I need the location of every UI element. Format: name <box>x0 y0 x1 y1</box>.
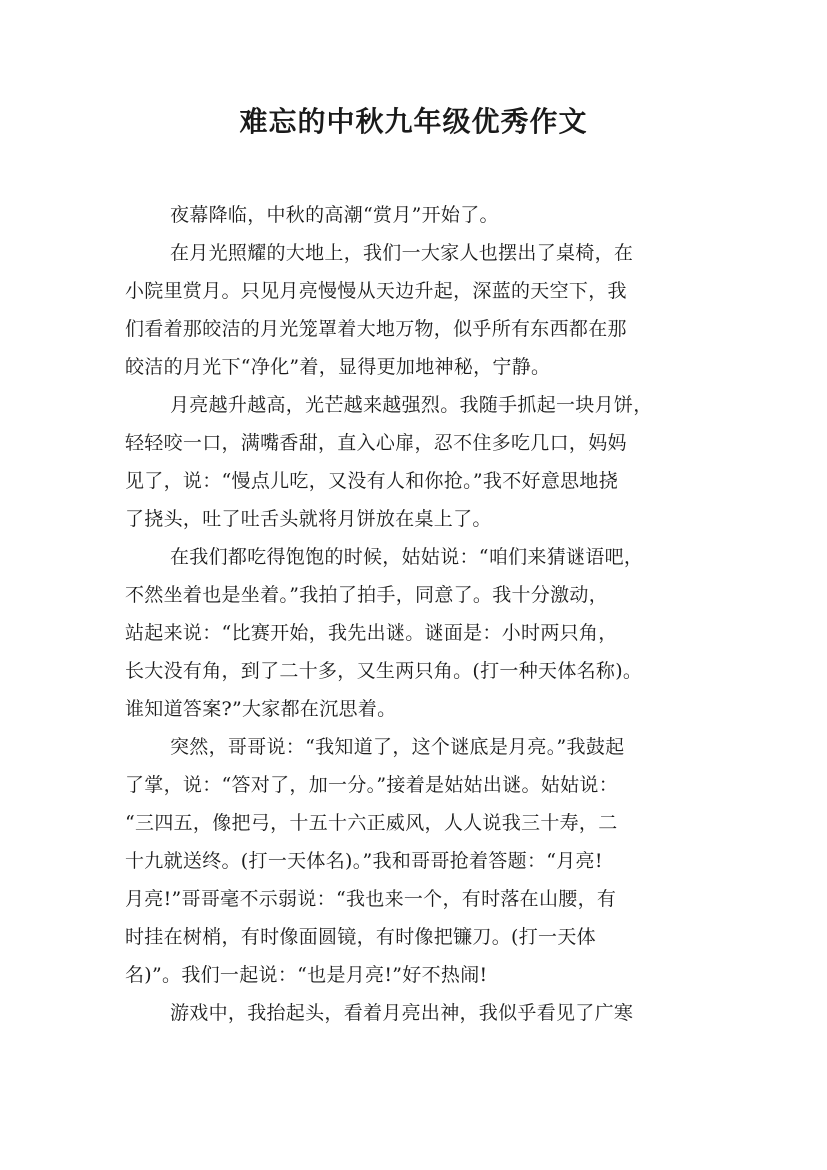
page-title: 难忘的中秋九年级优秀作文 <box>239 105 588 138</box>
paragraph-line: 见了，说：“慢点儿吃，又没有人和你抢。”我不好意思地挠 <box>125 470 619 492</box>
paragraph-line: 谁知道答案?”大家都在沉思着。 <box>125 698 397 720</box>
paragraph-line: 游戏中，我抬起头，看着月亮出神，我似乎看见了广寒 <box>170 1002 634 1024</box>
paragraph-line: 们看着那皎洁的月光笼罩着大地万物，似乎所有东西都在那 <box>125 318 627 340</box>
paragraph-line: 在月光照耀的大地上，我们一大家人也摆出了桌椅，在 <box>170 242 634 264</box>
paragraph-line: 长大没有角，到了二十多，又生两只角。(打一种天体名称)。 <box>125 660 643 682</box>
paragraph-line: 了掌，说：“答对了，加一分。”接着是姑姑出谜。姑姑说： <box>125 774 619 796</box>
paragraph-line: 名)”。我们一起说：“也是月亮!”好不热闹! <box>125 964 488 986</box>
paragraph-line: 站起来说：“比赛开始，我先出谜。谜面是：小时两只角， <box>125 622 618 644</box>
paragraph-line: 时挂在树梢，有时像面圆镜，有时像把镰刀。(打一天体 <box>125 926 596 948</box>
paragraph-line: 轻轻咬一口，满嘴香甜，直入心扉，忍不住多吃几口，妈妈 <box>125 432 627 454</box>
paragraph-line: 月亮!”哥哥毫不示弱说：“我也来一个，有时落在山腰，有 <box>125 888 617 910</box>
paragraph-line: 皎洁的月光下“净化”着，显得更加地神秘，宁静。 <box>125 356 551 378</box>
paragraph-line: 不然坐着也是坐着。”我拍了拍手，同意了。我十分激动， <box>125 584 609 606</box>
paragraph-line: “三四五，像把弓，十五十六正威风，人人说我三十寿，二 <box>125 812 618 834</box>
paragraph-line: 月亮越升越高，光芒越来越强烈。我随手抓起一块月饼， <box>170 394 653 416</box>
paragraph-line: 夜幕降临，中秋的高潮“赏月”开始了。 <box>170 204 499 226</box>
paragraph-line: 小院里赏月。只见月亮慢慢从天边升起，深蓝的天空下，我 <box>125 280 627 302</box>
paragraph-line: 十九就送终。(打一天体名)。”我和哥哥抢着答题：“月亮! <box>125 850 603 872</box>
paragraph-line: 了挠头，吐了吐舌头就将月饼放在桌上了。 <box>125 508 492 530</box>
paragraph-line: 突然，哥哥说：“我知道了，这个谜底是月亮。”我鼓起 <box>170 736 625 758</box>
paragraph-line: 在我们都吃得饱饱的时候，姑姑说：“咱们来猜谜语吧， <box>170 546 644 568</box>
